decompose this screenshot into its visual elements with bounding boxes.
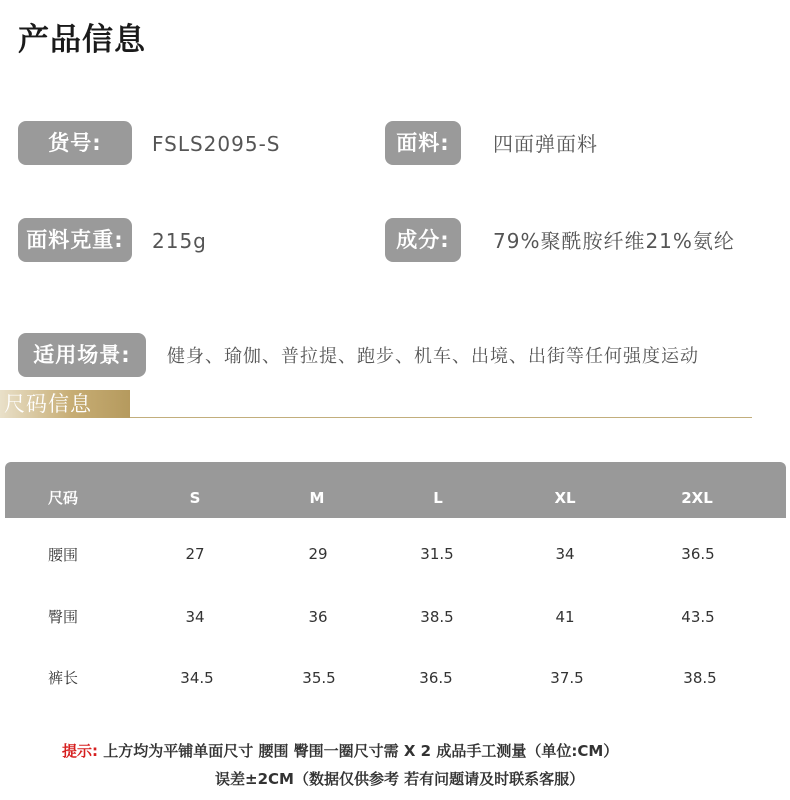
composition-label: 成分: [385,218,461,262]
table-cell: 37.5 [550,669,584,687]
table-row-label: 裤长 [48,669,79,687]
table-cell: 36.5 [419,669,453,687]
table-cell: 34 [555,545,575,563]
usage-value: 健身、瑜伽、普拉提、跑步、机车、出境、出街等任何强度运动 [167,346,699,367]
size-column-header: L [433,489,443,507]
usage-label: 适用场景: [18,333,146,377]
table-row-label: 臀围 [48,608,79,626]
table-cell: 36 [308,608,328,626]
size-column-header: M [309,489,325,507]
size-section-heading: 尺码信息 [0,390,130,418]
item-no-label: 货号: [18,121,132,165]
weight-label: 面料克重: [18,218,132,262]
table-cell: 34 [185,608,205,626]
weight-value: 215g [152,229,207,253]
table-cell: 29 [308,545,328,563]
table-cell: 35.5 [302,669,336,687]
item-no-value: FSLS2095-S [152,132,281,156]
table-cell: 36.5 [681,545,715,563]
note-line-2: 误差±2CM（数据仅供参考 若有问题请及时联系客服） [215,770,585,788]
fabric-value: 四面弹面料 [493,132,598,156]
size-section-divider [130,417,752,418]
table-cell: 43.5 [681,608,715,626]
table-row-label: 腰围 [48,546,79,564]
size-column-header: S [189,489,201,507]
table-cell: 31.5 [420,545,454,563]
size-column-header: XL [554,489,576,507]
page-title: 产品信息 [18,22,146,58]
table-cell: 34.5 [180,669,214,687]
table-cell: 41 [555,608,575,626]
note-hint-label: 提示: [62,742,98,760]
fabric-label: 面料: [385,121,461,165]
size-column-header: 2XL [681,489,713,507]
composition-value: 79%聚酰胺纤维21%氨纶 [493,229,735,253]
measurement-note [62,740,618,762]
size-table-header [5,462,786,518]
table-cell: 38.5 [683,669,717,687]
size-column-header: 尺码 [47,489,79,507]
table-cell: 38.5 [420,608,454,626]
note-line-1: 上方均为平铺单面尺寸 腰围 臀围一圈尺寸需 X 2 成品手工测量（单位:CM） [98,742,619,760]
table-cell: 27 [185,545,205,563]
